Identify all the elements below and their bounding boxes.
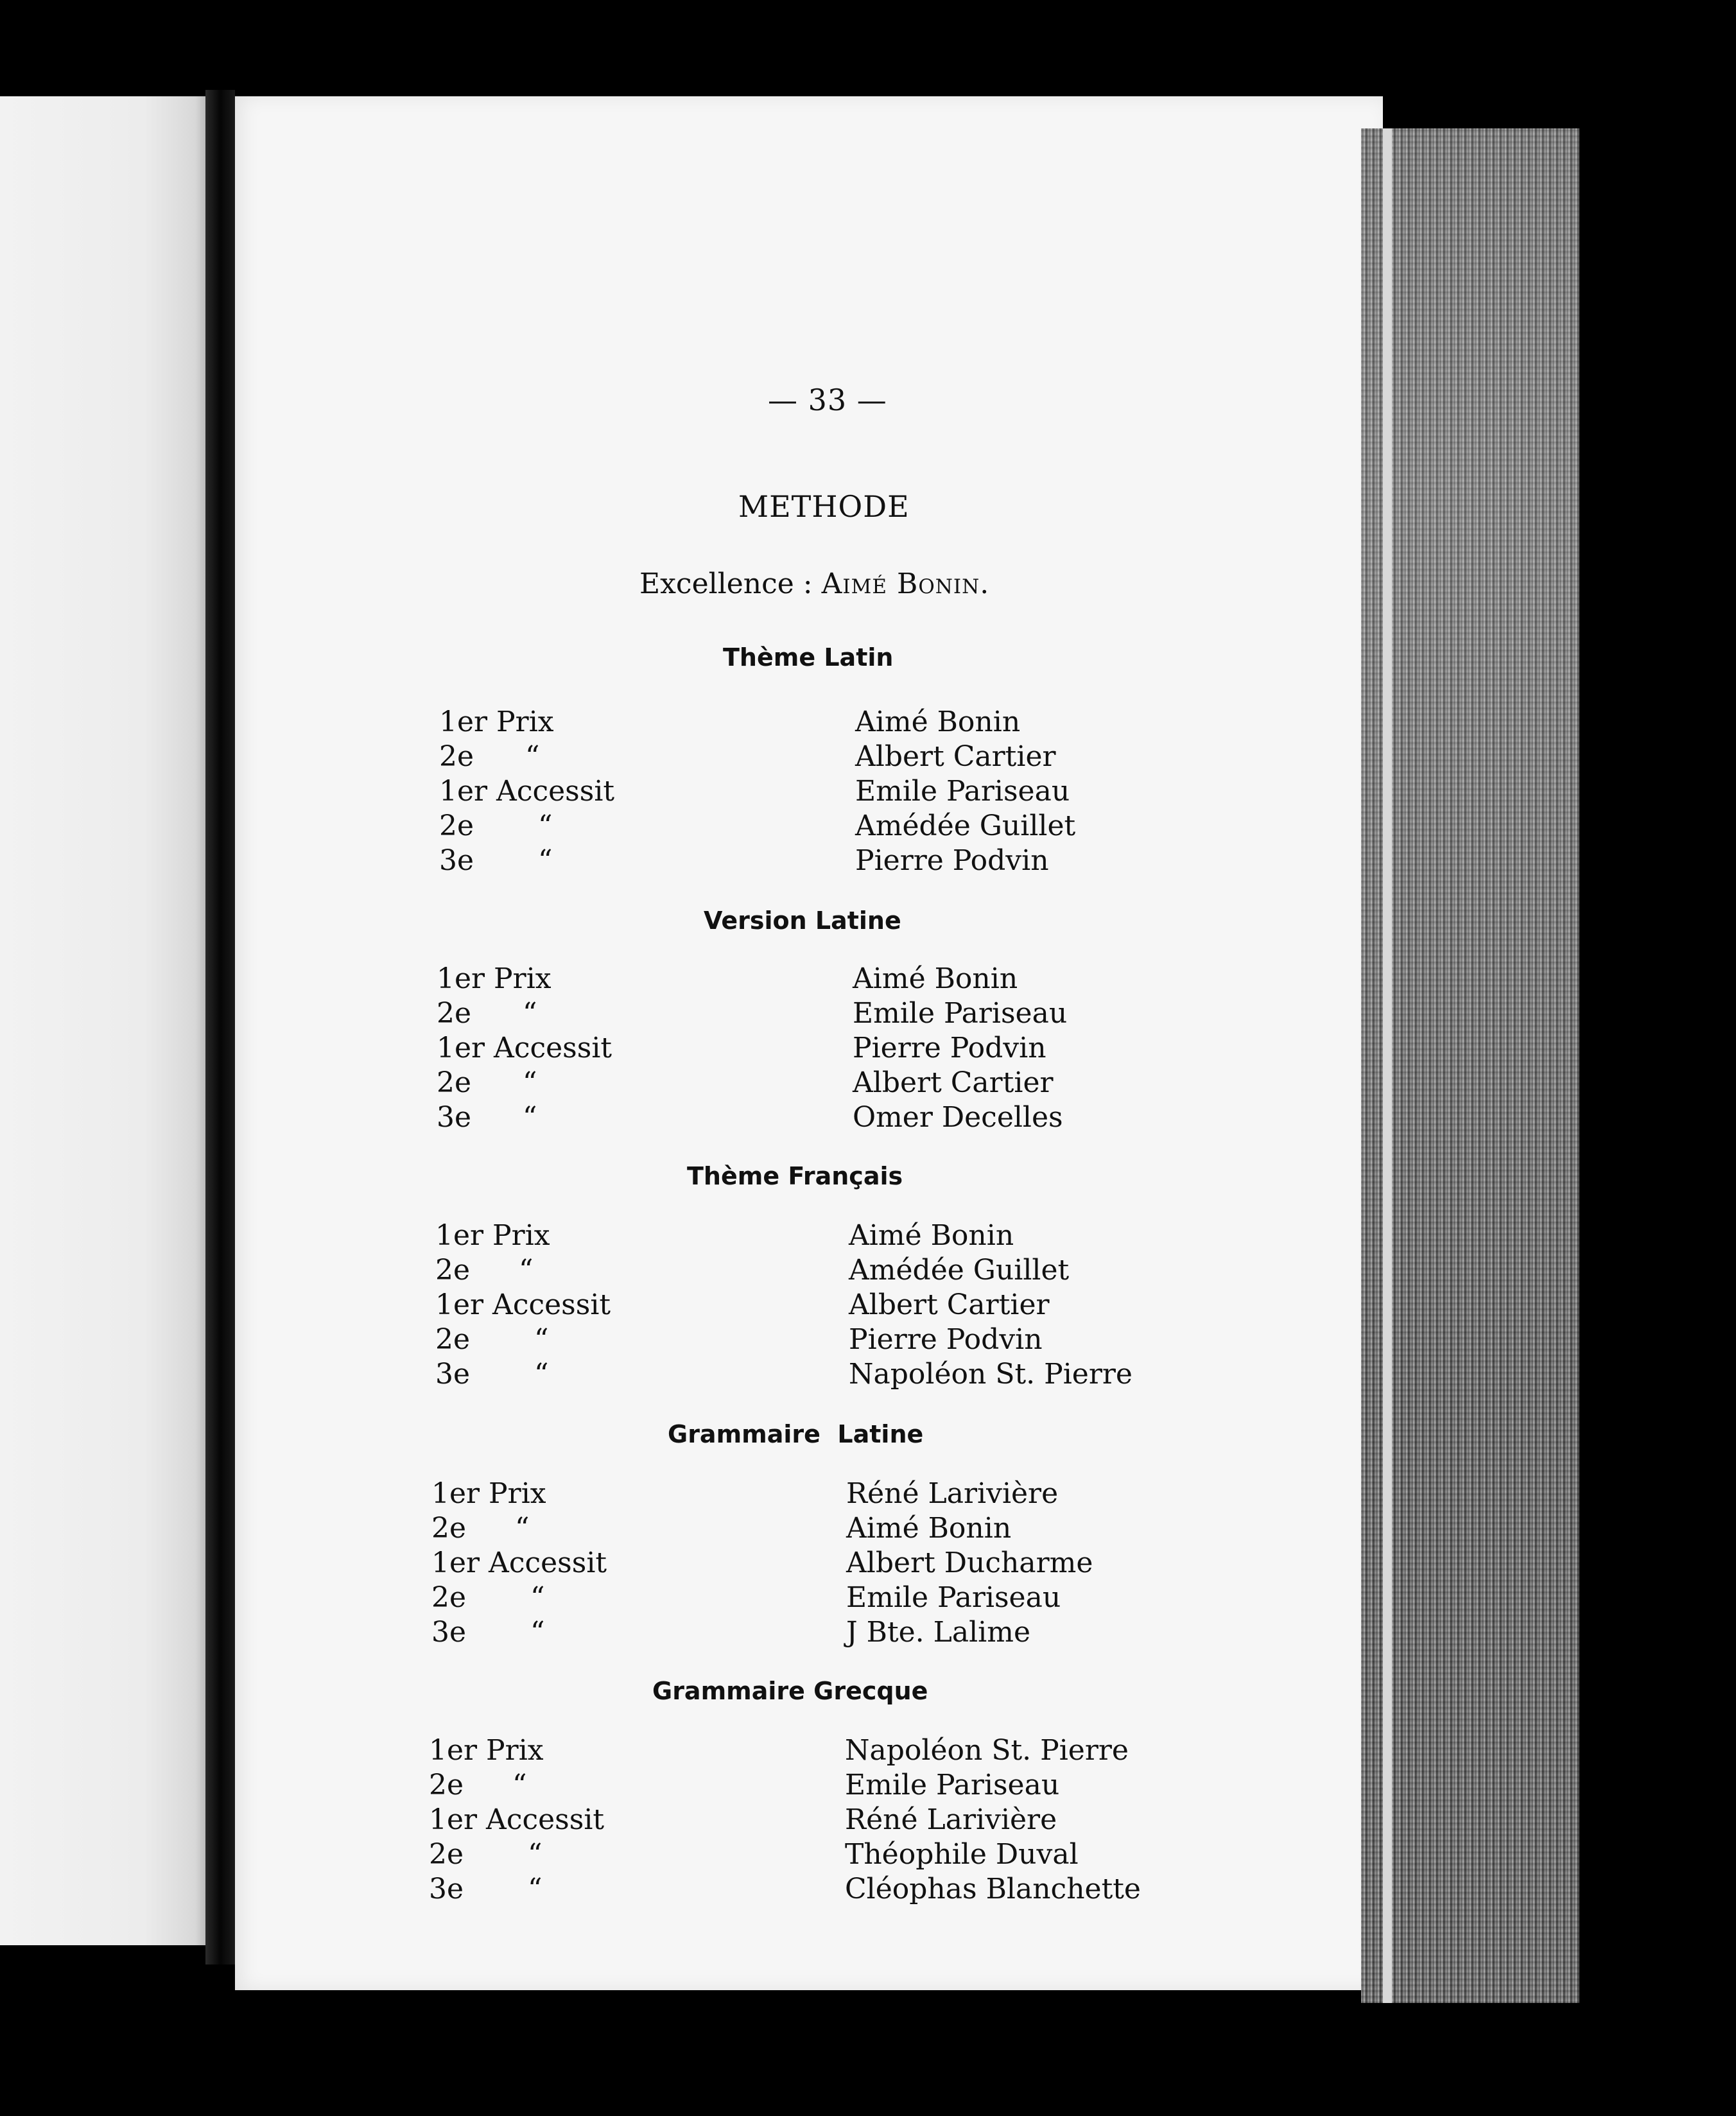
rank: 2e [439, 740, 474, 773]
rank: 3e [437, 1101, 472, 1134]
section-heading-theme-francais: Thème Français [687, 1162, 903, 1190]
recipient-name: Emile Pariseau [846, 1581, 1061, 1614]
excellence-line [639, 568, 989, 600]
table-row [439, 809, 1145, 844]
table-row [439, 774, 1145, 809]
excellence-label: Excellence : [639, 568, 813, 600]
ditto-mark: “ [523, 997, 537, 1030]
table-row [429, 1768, 1154, 1803]
page-number: — 33 — [768, 383, 887, 417]
ditto-mark: “ [525, 740, 540, 773]
rank: 1er Prix [437, 962, 551, 995]
rank: 1er Accessit [437, 1032, 612, 1064]
table-row [431, 1581, 1150, 1615]
recipient-name: Réné Larivière [846, 1477, 1059, 1510]
table-row [435, 1288, 1148, 1322]
recipient-name: Napoléon St. Pierre [849, 1358, 1133, 1391]
rank: 2e [435, 1323, 471, 1356]
rank: 1er Accessit [435, 1288, 611, 1321]
left-page [0, 96, 205, 1945]
ditto-mark: “ [528, 1838, 542, 1871]
table-row [435, 1322, 1148, 1357]
recipient-name: Albert Ducharme [846, 1547, 1093, 1579]
ditto-mark: “ [538, 810, 553, 842]
recipient-name: Réné Larivière [845, 1803, 1057, 1836]
section-heading-theme-latin: Thème Latin [723, 643, 894, 672]
recipient-name: Aimé Bonin [855, 706, 1021, 738]
recipient-name: J Bte. Lalime [846, 1616, 1031, 1649]
table-row [429, 1837, 1154, 1872]
ditto-mark: “ [515, 1512, 530, 1545]
rank: 2e [429, 1769, 464, 1801]
recipient-name: Albert Cartier [849, 1288, 1050, 1321]
rank: 2e [431, 1512, 467, 1545]
rank: 2e [437, 1066, 472, 1099]
table-row [429, 1872, 1154, 1907]
ditto-mark: “ [530, 1581, 545, 1614]
rank: 2e [431, 1581, 467, 1614]
page-edges [1361, 128, 1579, 2003]
ditto-mark: “ [534, 1358, 549, 1391]
table-row [437, 962, 1143, 996]
rank: 1er Accessit [429, 1803, 605, 1836]
rank: 2e [437, 997, 472, 1030]
recipient-name: Emile Pariseau [855, 775, 1070, 808]
ditto-mark: “ [523, 1066, 537, 1099]
recipient-name: Albert Cartier [855, 740, 1056, 773]
table-row [437, 1100, 1143, 1135]
table-row [431, 1546, 1150, 1581]
section-heading-grammaire-latine: Grammaire Latine [668, 1420, 924, 1448]
rank: 1er Prix [439, 706, 554, 738]
recipient-name: Aimé Bonin [846, 1512, 1012, 1545]
ditto-mark: “ [538, 844, 553, 877]
table-row [439, 740, 1145, 774]
ditto-mark: “ [528, 1873, 542, 1905]
recipient-name: Pierre Podvin [855, 844, 1049, 877]
rank: 1er Accessit [439, 775, 615, 808]
table-row [435, 1253, 1148, 1288]
table-row [435, 1357, 1148, 1392]
recipient-name: Albert Cartier [853, 1066, 1054, 1099]
table-row [431, 1615, 1150, 1650]
recipient-name: Amédée Guillet [849, 1254, 1070, 1287]
rank: 1er Prix [431, 1477, 546, 1510]
recipient-name: Pierre Podvin [853, 1032, 1046, 1064]
rank: 3e [435, 1358, 471, 1391]
ditto-mark: “ [534, 1323, 549, 1356]
ditto-mark: “ [512, 1769, 527, 1801]
section-heading-grammaire-grecque: Grammaire Grecque [652, 1677, 928, 1705]
page-title: METHODE [738, 489, 910, 524]
table-row [437, 1031, 1143, 1066]
rank: 2e [429, 1838, 464, 1871]
ditto-mark: “ [523, 1101, 537, 1134]
rank: 3e [439, 844, 474, 877]
recipient-name: Emile Pariseau [853, 997, 1068, 1030]
rank: 2e [435, 1254, 471, 1287]
rank: 1er Prix [435, 1219, 550, 1252]
table-row [439, 844, 1145, 878]
recipient-name: Omer Decelles [853, 1101, 1063, 1134]
table-row [439, 705, 1145, 740]
table-row [429, 1803, 1154, 1837]
table-row [437, 996, 1143, 1031]
ditto-mark: “ [519, 1254, 534, 1287]
page-edge-highlight [1383, 128, 1392, 2003]
rank: 3e [429, 1873, 464, 1905]
recipient-name: Napoléon St. Pierre [845, 1734, 1129, 1767]
section-heading-version-latine: Version Latine [704, 906, 901, 935]
rank: 1er Prix [429, 1734, 544, 1767]
recipient-name: Aimé Bonin [853, 962, 1018, 995]
ditto-mark: “ [530, 1616, 545, 1649]
rank: 1er Accessit [431, 1547, 607, 1579]
recipient-name: Pierre Podvin [849, 1323, 1043, 1356]
table-row [429, 1733, 1154, 1768]
rank: 2e [439, 810, 474, 842]
table-row [435, 1218, 1148, 1253]
table-row [437, 1066, 1143, 1100]
recipient-name: Cléophas Blanchette [845, 1873, 1141, 1905]
recipient-name: Aimé Bonin [849, 1219, 1014, 1252]
book-gutter [205, 90, 235, 1964]
recipient-name: Amédée Guillet [855, 810, 1076, 842]
recipient-name: Théophile Duval [845, 1838, 1079, 1871]
recipient-name: Emile Pariseau [845, 1769, 1060, 1801]
table-row [431, 1511, 1150, 1546]
rank: 3e [431, 1616, 467, 1649]
excellence-name: Aimé Bonin. [821, 568, 990, 600]
table-row [431, 1477, 1150, 1511]
